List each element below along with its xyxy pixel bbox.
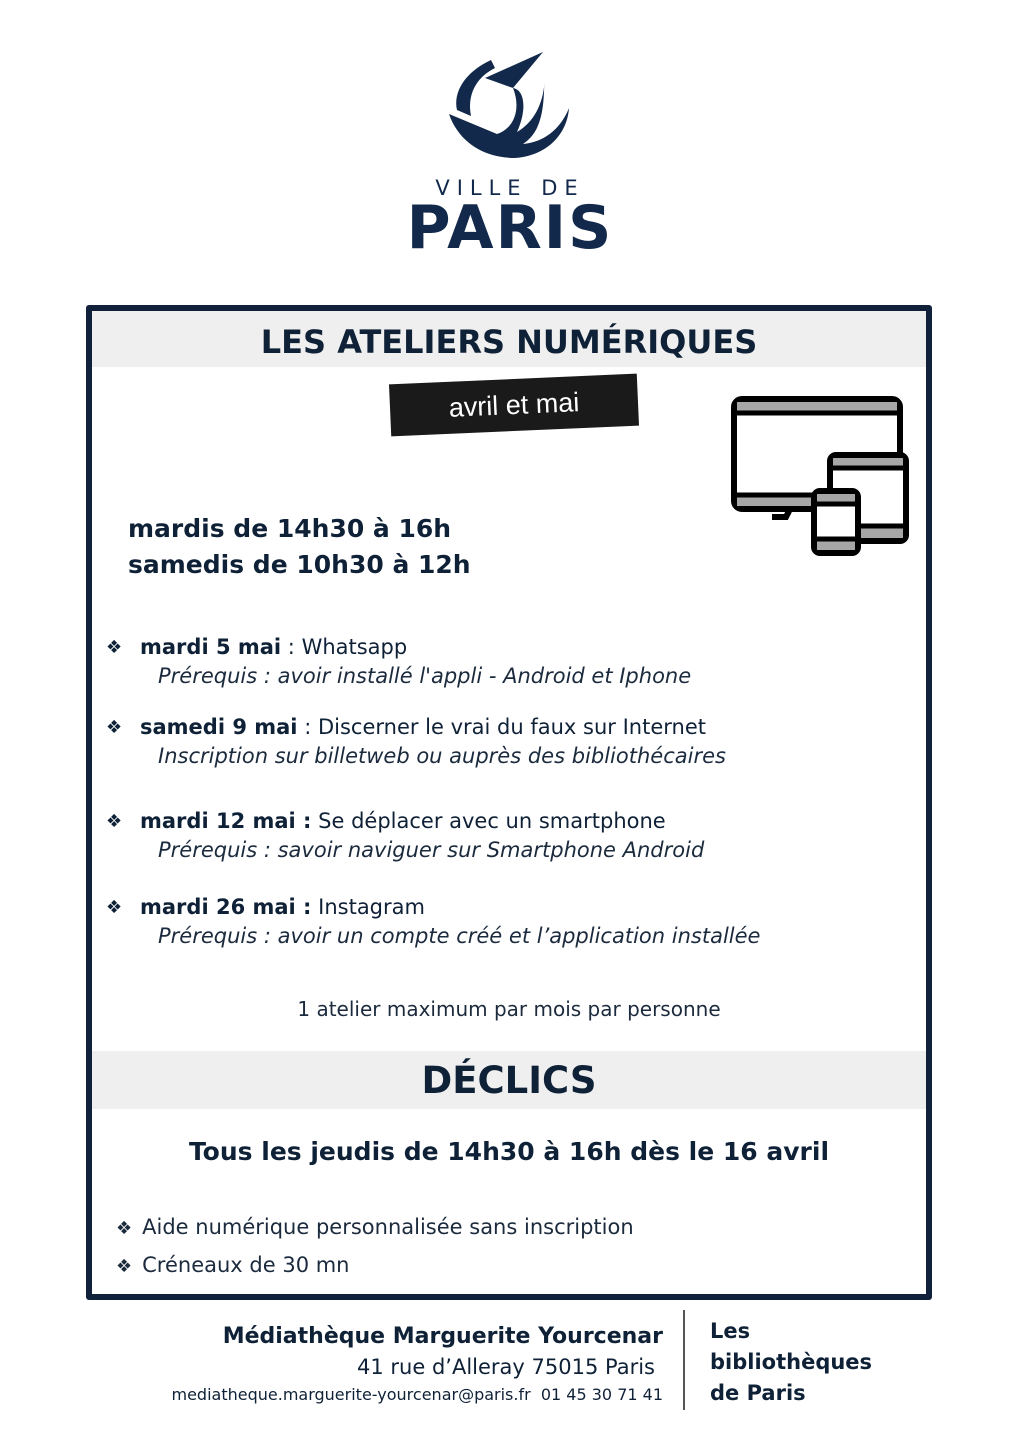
opening-hours — [128, 511, 471, 583]
limit-note: 1 atelier maximum par mois par personne — [297, 997, 721, 1021]
session-date: mardi 12 mai : — [140, 809, 312, 833]
period-tag: avril et mai — [389, 374, 639, 437]
session-item — [106, 893, 906, 951]
session-topic: Discerner le vrai du faux sur Internet — [317, 715, 706, 739]
session-note: Prérequis : savoir naviguer sur Smartphone Android — [158, 838, 705, 862]
separator: : — [297, 715, 318, 739]
separator: : — [281, 635, 302, 659]
declics-schedule: Tous les jeudis de 14h30 à 16h dès le 16 avril — [188, 1137, 830, 1166]
session-topic: Instagram — [318, 895, 425, 919]
diamond-bullet-icon: ❖ — [106, 811, 123, 832]
footer-divider — [683, 1310, 685, 1410]
brand-line: bibliothèques — [710, 1350, 873, 1374]
diamond-bullet-icon: ❖ — [106, 637, 123, 658]
declics-points — [116, 1209, 634, 1285]
session-note: Prérequis : avoir un compte créé et l’application installée — [158, 924, 761, 948]
diamond-bullet-icon: ❖ — [106, 717, 123, 738]
session-topic: Se déplacer avec un smartphone — [318, 809, 666, 833]
session-date: samedi 9 mai — [140, 715, 298, 739]
session-item — [106, 633, 906, 691]
declics-title: DÉCLICS — [92, 1051, 926, 1109]
logo-paris: PARIS — [406, 193, 614, 263]
session-date: mardi 5 mai — [140, 635, 282, 659]
declics-point — [116, 1247, 634, 1285]
library-address: 41 rue d’Alleray 75015 Paris — [357, 1355, 655, 1379]
session-item — [106, 807, 906, 865]
ateliers-title: LES ATELIERS NUMÉRIQUES — [92, 311, 926, 367]
hours-saturday: samedis de 10h30 à 12h — [128, 550, 471, 579]
session-item — [106, 713, 906, 771]
library-name: Médiathèque Marguerite Yourcenar — [222, 1324, 663, 1349]
logo-ville-de: VILLE DE — [435, 176, 585, 200]
diamond-bullet-icon: ❖ — [116, 1218, 133, 1239]
events-frame — [86, 305, 932, 1300]
devices-icon — [730, 395, 912, 557]
point-text: Créneaux de 30 mn — [142, 1253, 350, 1277]
bibliotheques-de-paris-logo — [710, 1316, 872, 1409]
session-list — [106, 633, 906, 951]
diamond-bullet-icon: ❖ — [116, 1256, 133, 1277]
library-contact — [172, 1322, 664, 1408]
session-note: Inscription sur billetweb ou auprès des bibliothécaires — [158, 744, 726, 768]
ville-de-paris-logo — [400, 48, 620, 263]
diamond-bullet-icon: ❖ — [106, 897, 123, 918]
declics-point — [116, 1209, 634, 1247]
ville-de-paris-ship-icon — [445, 48, 575, 173]
library-phone[interactable]: 01 45 30 71 41 — [540, 1385, 663, 1404]
session-date: mardi 26 mai : — [140, 895, 312, 919]
point-text: Aide numérique personnalisée sans inscription — [142, 1215, 634, 1239]
session-topic: Whatsapp — [301, 635, 408, 659]
brand-line: Les — [710, 1319, 751, 1343]
library-email[interactable]: mediatheque.marguerite-yourcenar@paris.fr — [171, 1385, 531, 1404]
session-note: Prérequis : avoir installé l'appli - Android et Iphone — [158, 664, 692, 688]
library-contact-line — [172, 1382, 664, 1408]
hours-tuesday: mardis de 14h30 à 16h — [128, 514, 452, 543]
brand-line: de Paris — [710, 1381, 806, 1405]
